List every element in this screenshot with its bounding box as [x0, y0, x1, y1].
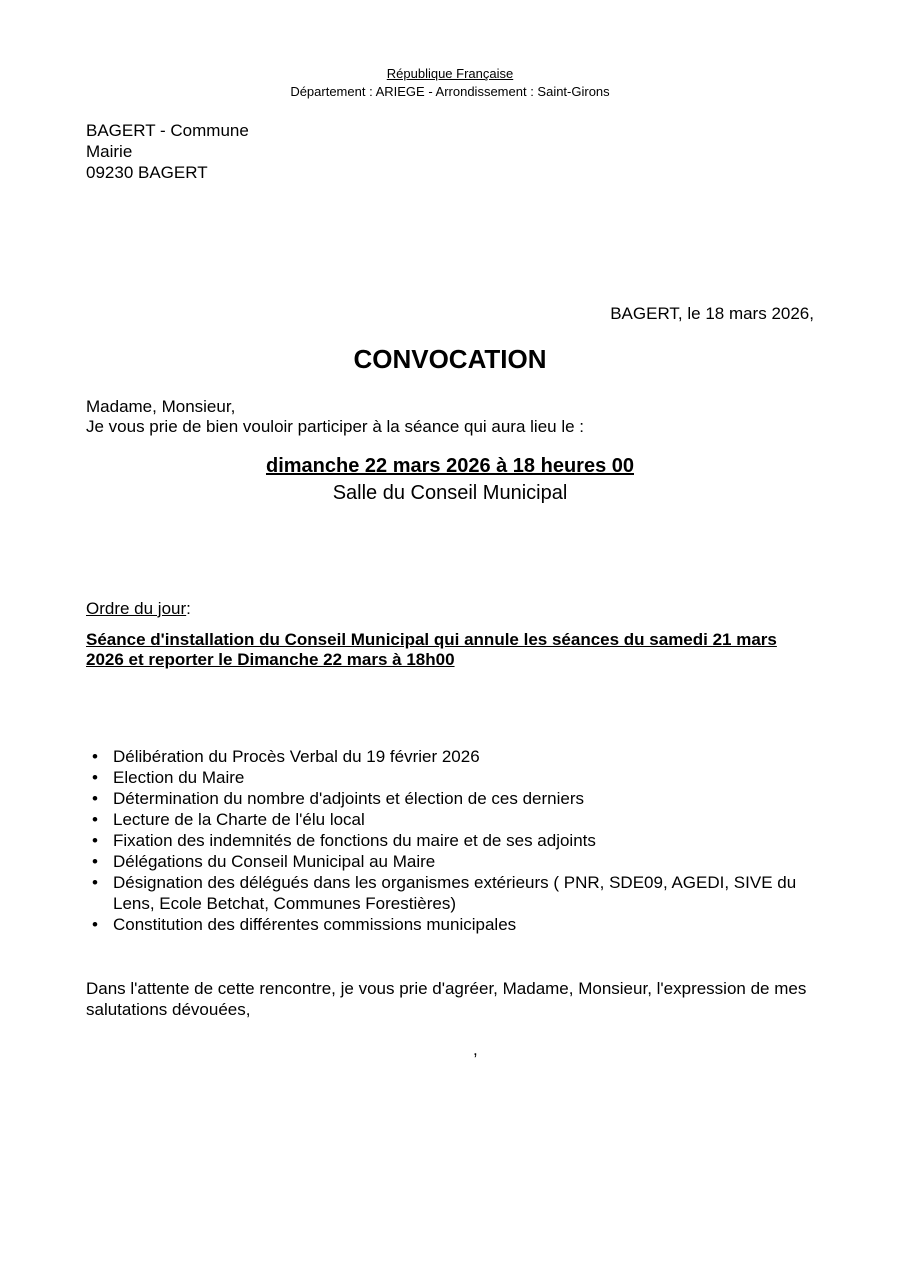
sender-line-3: 09230 BAGERT: [86, 163, 208, 182]
bullet-icon: •: [92, 852, 98, 871]
agenda-list: [86, 746, 826, 935]
sender-line-2: Mairie: [86, 142, 133, 161]
header-republique: République Française: [386, 66, 514, 81]
agenda-item-text: Lecture de la Charte de l'élu local: [113, 810, 365, 829]
document-title: CONVOCATION: [353, 344, 547, 374]
agenda-item: [86, 767, 826, 788]
header-departement: Département : ARIEGE - Arrondissement : Saint-Girons: [290, 84, 610, 99]
agenda-item-text: Fixation des indemnités de fonctions du maire et de ses adjoints: [113, 831, 596, 850]
agenda-item: [86, 830, 826, 851]
meeting-location: Salle du Conseil Municipal: [332, 482, 568, 504]
agenda-title: Séance d'installation du Conseil Municipal qui annule les séances du samedi 21 mars 2026 et reporter le Dimanche 22 mars à 18h00: [86, 630, 777, 669]
bullet-icon: •: [92, 831, 98, 850]
greeting: Madame, Monsieur,: [86, 397, 236, 416]
closing-text: Dans l'attente de cette rencontre, je vous prie d'agréer, Madame, Monsieur, l'expression de mes salutations dévouées,: [86, 979, 807, 1019]
bullet-icon: •: [92, 747, 98, 766]
agenda-item-text: Détermination du nombre d'adjoints et élection de ces derniers: [113, 789, 585, 808]
agenda-item: [86, 788, 826, 809]
agenda-label: [86, 599, 191, 619]
agenda-item-text: Délibération du Procès Verbal du 19 février 2026: [113, 747, 480, 766]
agenda-item-text: Constitution des différentes commissions municipales: [113, 915, 517, 934]
meeting-date-time: [0, 455, 900, 478]
agenda-item: [86, 914, 826, 935]
invitation-text: Je vous prie de bien vouloir participer à la séance qui aura lieu le :: [86, 417, 585, 436]
agenda-item-text: Délégations du Conseil Municipal au Maire: [113, 852, 436, 871]
place-date: BAGERT, le 18 mars 2026,: [610, 304, 814, 323]
agenda-item: [86, 872, 826, 914]
bullet-icon: •: [92, 789, 98, 808]
agenda-item-text: Election du Maire: [113, 768, 245, 787]
agenda-label-colon: :: [186, 599, 191, 618]
bullet-icon: •: [92, 810, 98, 829]
sender-line-1: BAGERT - Commune: [86, 121, 249, 140]
agenda-item: [86, 851, 826, 872]
bullet-icon: •: [92, 768, 98, 787]
meeting-date-time-text: dimanche 22 mars 2026 à 18 heures 00: [265, 455, 634, 477]
sender-address: [86, 120, 249, 183]
agenda-label-text: Ordre du jour: [86, 599, 187, 618]
agenda-item: [86, 809, 826, 830]
bullet-icon: •: [92, 915, 98, 934]
bullet-icon: •: [92, 873, 98, 892]
agenda-item: [86, 746, 826, 767]
signature-mark: ,: [473, 1040, 478, 1059]
agenda-item-text: Désignation des délégués dans les organismes extérieurs ( PNR, SDE09, AGEDI, SIVE du Lens, Ecole Betchat, Communes Forestières): [113, 873, 797, 913]
salutation: [86, 397, 584, 437]
